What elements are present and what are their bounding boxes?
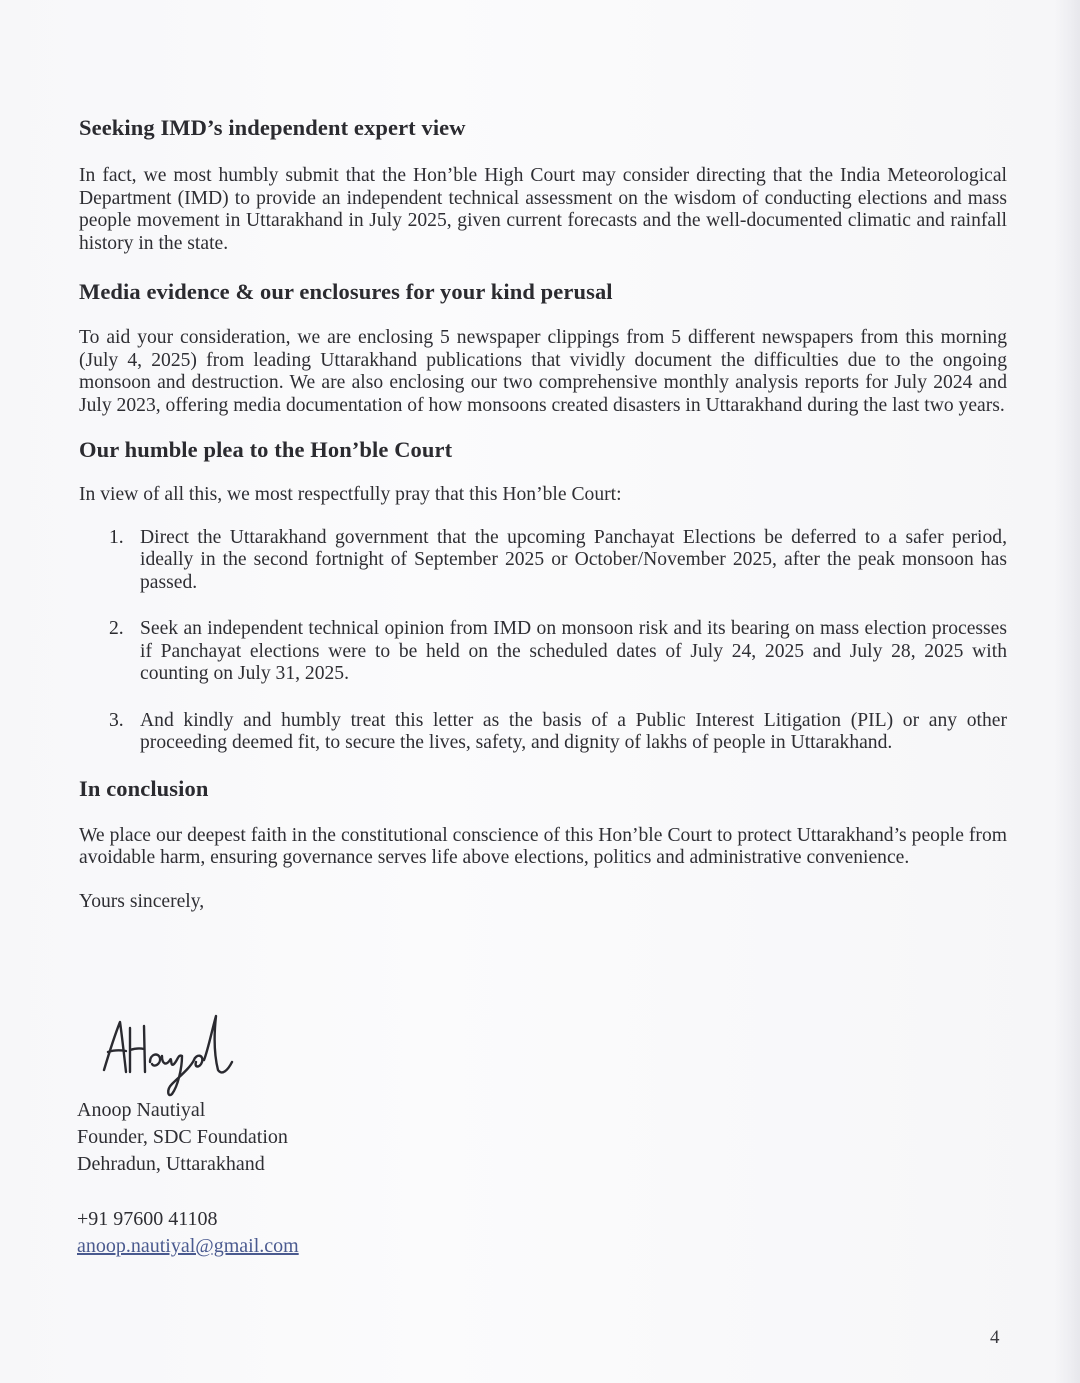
closing-salutation: Yours sincerely, (79, 890, 205, 912)
page-number: 4 (990, 1327, 1000, 1348)
signatory-title: Founder, SDC Foundation (77, 1126, 288, 1148)
plea-item (79, 710, 1007, 755)
signatory-block (77, 1097, 288, 1178)
section-paragraph-media: To aid your consideration, we are enclosing 5 newspaper clippings from 5 different newspapers from this morning (July 4, 2025) from leading Uttarakhand publications that vividly document the difficulties due to the ongoing monsoon and destruction. We are also enclosing our two comprehensive monthly analysis reports for July 2024 and July 2023, offering media documentation of how monsoons created disasters in Uttarakhand during the last two years. (79, 327, 1007, 416)
section-heading-imd: Seeking IMD’s independent expert view (79, 115, 466, 140)
plea-item (79, 527, 1007, 595)
handwritten-signature (98, 1010, 258, 1100)
signature-stroke-h (130, 1026, 145, 1072)
plea-item-number: 2. (109, 618, 124, 639)
section-paragraph-imd: In fact, we most humbly submit that the Hon’ble High Court may consider directing that the India Meteorological Department (IMD) to provide an independent technical assessment on the wisdom of conducting elections and mass people movement in Uttarakhand in July 2025, given current forecasts and the well-documented climatic and rainfall history in the state. (79, 165, 1007, 254)
section-heading-media: Media evidence & our enclosures for your kind perusal (79, 279, 613, 304)
plea-item-text: Seek an independent technical opinion from IMD on monsoon risk and its bearing on mass election processes if Panchayat elections were to be held on the scheduled dates of July 24, 2025 and July 28, 2025 with counting on July 31, 2025. (140, 618, 1007, 684)
plea-item-text: Direct the Uttarakhand government that the upcoming Panchayat Elections be deferred to a safer period, ideally in the second fortnight of September 2025 or October/November 2025, after the peak monsoon has passed. (140, 526, 1007, 593)
signatory-location: Dehradun, Uttarakhand (77, 1153, 265, 1175)
signature-stroke-loops (150, 1055, 194, 1096)
signature-stroke-tail (194, 1016, 232, 1072)
signatory-name: Anoop Nautiyal (77, 1099, 206, 1121)
letter-body (79, 110, 1007, 913)
plea-intro: In view of all this, we most respectfully pray that this Hon’ble Court: (79, 484, 622, 505)
section-heading-plea: Our humble plea to the Hon’ble Court (79, 437, 453, 462)
plea-item-number: 3. (109, 709, 124, 731)
phone-number: +91 97600 41108 (77, 1208, 218, 1230)
email-link[interactable]: anoop.nautiyal@gmail.com (77, 1235, 299, 1257)
plea-item (79, 618, 1007, 686)
plea-item-text: And kindly and humbly treat this letter as the basis of a Public Interest Litigation (PIL) or any other proceeding deemed fit, to secure the lives, safety, and dignity of lakhs of people in Uttarakhand. (140, 709, 1007, 753)
page-edge-shadow (1054, 0, 1080, 1383)
signature-stroke-a-bar (108, 1050, 126, 1052)
plea-list (79, 527, 1007, 755)
section-paragraph-conclusion: We place our deepest faith in the constitutional conscience of this Hon’ble Court to protect Uttarakhand’s people from avoidable harm, ensuring governance serves life above elections, politics and administrative convenience. (79, 824, 1007, 868)
contact-block (77, 1206, 299, 1260)
section-heading-conclusion: In conclusion (79, 775, 209, 801)
signature-stroke-a (104, 1022, 126, 1072)
plea-item-number: 1. (109, 526, 124, 548)
